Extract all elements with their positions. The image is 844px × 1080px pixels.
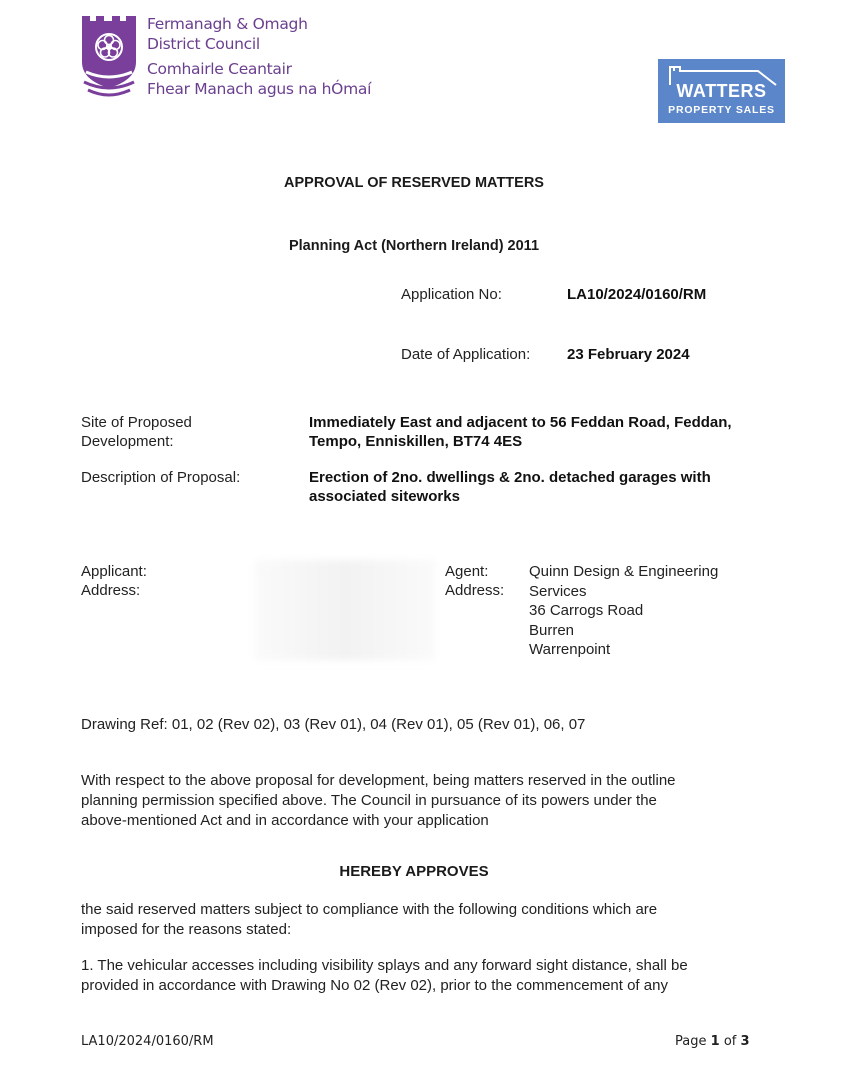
- agent-label-block: [445, 562, 504, 600]
- applicant-block: [81, 562, 147, 600]
- site-value-line2: Tempo, Enniskillen, BT74 4ES: [309, 433, 523, 450]
- agent-address-label: Address:: [445, 582, 505, 599]
- site-label: [81, 413, 192, 451]
- condition-line: 1. The vehicular accesses including visibility splays and any forward sight distance, shall be: [81, 957, 688, 974]
- agent-label: Agent:: [445, 563, 489, 580]
- page-word: Page: [675, 1034, 707, 1049]
- paragraph-line: the said reserved matters subject to compliance with the following conditions which are: [81, 901, 658, 918]
- condition-1: [81, 956, 688, 996]
- site-value-line1: Immediately East and adjacent to 56 Feddan Road, Feddan,: [309, 414, 732, 431]
- drawing-ref: Drawing Ref: 01, 02 (Rev 02), 03 (Rev 01), 04 (Rev 01), 05 (Rev 01), 06, 07: [81, 716, 586, 733]
- agent-line: Quinn Design & Engineering: [529, 563, 719, 580]
- paragraph-intro: [81, 771, 676, 831]
- date-value: 23 February 2024: [567, 346, 690, 363]
- council-name-en-line1: Fermanagh & Omagh: [147, 15, 308, 33]
- condition-line: provided in accordance with Drawing No 02 (Rev 02), prior to the commencement of any: [81, 977, 668, 994]
- applicant-label: Applicant:: [81, 563, 147, 580]
- applicant-address-label: Address:: [81, 582, 141, 599]
- page-total: 3: [740, 1034, 750, 1049]
- description-label: Description of Proposal:: [81, 469, 241, 486]
- paragraph-line: imposed for the reasons stated:: [81, 921, 292, 938]
- council-name: [147, 14, 371, 99]
- date-label: Date of Application:: [401, 346, 531, 363]
- page-of: of: [723, 1034, 737, 1049]
- site-value: [309, 413, 732, 451]
- watters-subtitle: PROPERTY SALES: [668, 104, 775, 116]
- page-current: 1: [710, 1034, 720, 1049]
- watters-logo: [658, 59, 785, 123]
- act-title: Planning Act (Northern Ireland) 2011: [288, 238, 540, 254]
- description-line1: Erection of 2no. dwellings & 2no. detached garages with: [309, 469, 711, 486]
- council-crest-icon: [80, 14, 138, 98]
- council-name-ga-line1: Comhairle Ceantair: [147, 60, 292, 78]
- agent-details: [529, 562, 718, 660]
- council-name-en-line2: District Council: [147, 35, 260, 53]
- redacted-applicant: [255, 560, 435, 660]
- description-line2: associated siteworks: [309, 488, 460, 505]
- paragraph-line: With respect to the above proposal for development, being matters reserved in the outline: [81, 772, 676, 789]
- approves-heading: HEREBY APPROVES: [339, 863, 489, 880]
- council-name-ga-line2: Fhear Manach agus na hÓmaí: [147, 80, 372, 98]
- application-no-label: Application No:: [401, 286, 502, 303]
- agent-line: Warrenpoint: [529, 641, 611, 658]
- footer-reference: LA10/2024/0160/RM: [81, 1034, 214, 1049]
- site-label-line1: Site of Proposed: [81, 414, 192, 431]
- agent-line: Burren: [529, 621, 575, 639]
- agent-line: Services: [529, 582, 587, 600]
- description-value: [309, 468, 711, 506]
- paragraph-conditions: [81, 900, 657, 940]
- agent-line: 36 Carrogs Road: [529, 602, 644, 619]
- site-label-line2: Development:: [81, 433, 174, 450]
- page-number: [675, 1034, 750, 1049]
- paragraph-line: planning permission specified above. The Council in pursuance of its powers under the: [81, 792, 657, 809]
- paragraph-line: above-mentioned Act and in accordance with your application: [81, 812, 489, 829]
- watters-name: WATTERS: [676, 81, 767, 101]
- document-title: APPROVAL OF RESERVED MATTERS: [284, 175, 544, 191]
- application-no-value: LA10/2024/0160/RM: [567, 286, 707, 303]
